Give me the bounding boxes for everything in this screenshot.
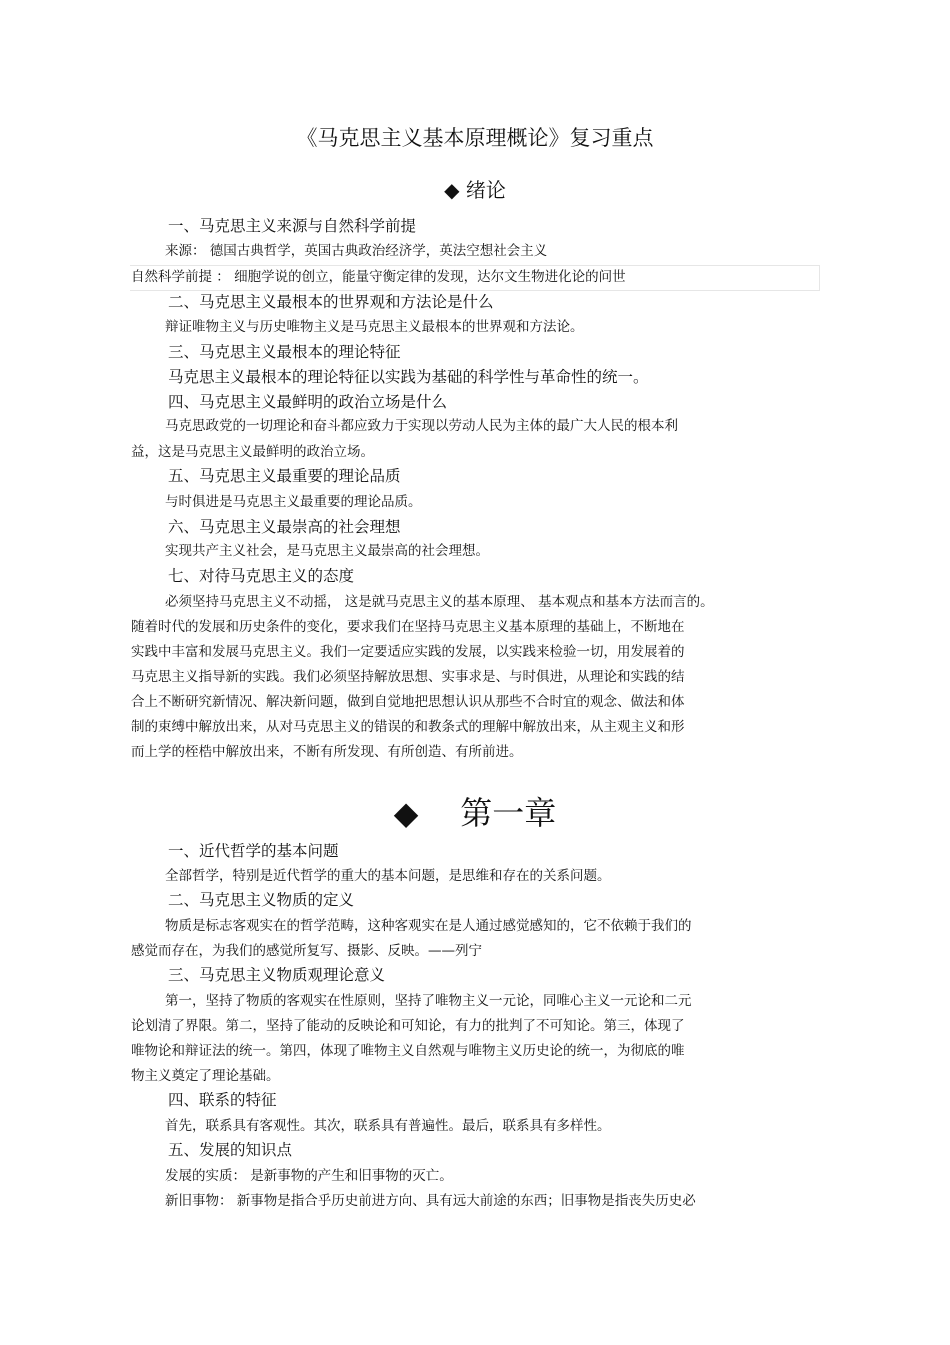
paragraph-line: 全部哲学，特别是近代哲学的重大的基本问题，是思维和存在的关系问题。 [165, 868, 611, 884]
heading-4-connection: 四、联系的特征 [168, 1091, 277, 1109]
paragraph-line: 发展的实质： 是新事物的产生和旧事物的灭亡。 [165, 1168, 453, 1184]
section-heading-chapter-1 [0, 792, 950, 834]
heading-3-matter-significance: 三、马克思主义物质观理论意义 [168, 966, 386, 984]
paragraph-line: 感觉而存在，为我们的感觉所复写、摄影、反映。——列宁 [131, 943, 482, 959]
section-heading-intro [0, 177, 950, 203]
paragraph-line: 必须坚持马克思主义不动摇， 这是就马克思主义的基本原理、 基本观点和基本方法而言的。 [165, 594, 714, 610]
paragraph-line: 首先，联系具有客观性。其次，联系具有普遍性。最后，联系具有多样性。 [165, 1118, 611, 1134]
paragraph-line: 新旧事物： 新事物是指合乎历史前进方向、具有远大前途的东西；旧事物是指丧失历史必 [165, 1193, 696, 1209]
diamond-bullet-icon: ◆ [444, 178, 460, 202]
paragraph-line: 随着时代的发展和历史条件的变化，要求我们在坚持马克思主义基本原理的基础上，不断地在 [131, 619, 685, 635]
heading-6-social-ideal: 六、马克思主义最崇高的社会理想 [168, 518, 401, 536]
paragraph-line: 马克思政党的一切理论和奋斗都应致力于实现以劳动人民为主体的最广大人民的根本利 [165, 418, 678, 434]
paragraph-line: 与时俱进是马克思主义最重要的理论品质。 [165, 494, 422, 510]
paragraph-line: 物主义奠定了理论基础。 [131, 1068, 280, 1084]
paragraph-line: 物质是标志客观实在的哲学范畴，这种客观实在是人通过感觉感知的，它不依赖于我们的 [165, 918, 692, 934]
section-label: 第一章 [460, 794, 557, 832]
heading-1-sources: 一、马克思主义来源与自然科学前提 [168, 217, 417, 235]
paragraph-line: 实践中丰富和发展马克思主义。我们一定要适应实践的发展，以实践来检验一切，用发展着的 [131, 644, 685, 660]
paragraph-line: 马克思主义最根本的理论特征以实践为基础的科学性与革命性的统一。 [168, 368, 649, 386]
paragraph-line: 唯物论和辩证法的统一。第四，体现了唯物主义自然观与唯物主义历史论的统一，为彻底的唯 [131, 1043, 685, 1059]
paragraph-line: 制的束缚中解放出来，从对马克思主义的错误的和教条式的理解中解放出来，从主观主义和形 [131, 719, 685, 735]
heading-7-attitude: 七、对待马克思主义的态度 [168, 567, 355, 585]
paragraph-line: 合上不断研究新情况、解决新问题，做到自觉地把思想认识从那些不合时宜的观念、做法和体 [131, 694, 685, 710]
heading-5-theory-quality: 五、马克思主义最重要的理论品质 [168, 467, 401, 485]
paragraph-line: 马克思主义指导新的实践。我们必须坚持解放思想、实事求是、与时俱进，从理论和实践的结 [131, 669, 685, 685]
diamond-bullet-icon: ◆ [393, 794, 419, 832]
heading-1-basic-question: 一、近代哲学的基本问题 [168, 842, 339, 860]
paragraph-line: 实现共产主义社会，是马克思主义最崇高的社会理想。 [165, 543, 489, 559]
section-label: 绪论 [465, 178, 506, 202]
heading-2-matter-definition: 二、马克思主义物质的定义 [168, 891, 355, 909]
heading-4-political-stand: 四、马克思主义最鲜明的政治立场是什么 [168, 393, 448, 411]
heading-3-theory-feature: 三、马克思主义最根本的理论特征 [168, 343, 401, 361]
paragraph-line: 来源： 德国古典哲学，英国古典政治经济学，英法空想社会主义 [165, 243, 548, 259]
paragraph-line: 而上学的桎梏中解放出来，不断有所发现、有所创造、有所前进。 [131, 744, 523, 760]
paragraph-line: 辩证唯物主义与历史唯物主义是马克思主义最根本的世界观和方法论。 [165, 319, 584, 335]
document-title: 《马克思主义基本原理概论》复习重点 [296, 126, 654, 150]
heading-5-development: 五、发展的知识点 [168, 1141, 293, 1159]
heading-2-worldview: 二、马克思主义最根本的世界观和方法论是什么 [168, 293, 494, 311]
paragraph-line: 第一，坚持了物质的客观实在性原则，坚持了唯物主义一元论，同唯心主义一元论和二元 [165, 993, 692, 1009]
paragraph-line: 自然科学前提 ： 细胞学说的创立，能量守衡定律的发现，达尔文生物进化论的问世 [131, 269, 626, 285]
paragraph-line: 益，这是马克思主义最鲜明的政治立场。 [131, 444, 374, 460]
paragraph-line: 论划清了界限。第二，坚持了能动的反映论和可知论，有力的批判了不可知论。第三，体现了 [131, 1018, 685, 1034]
